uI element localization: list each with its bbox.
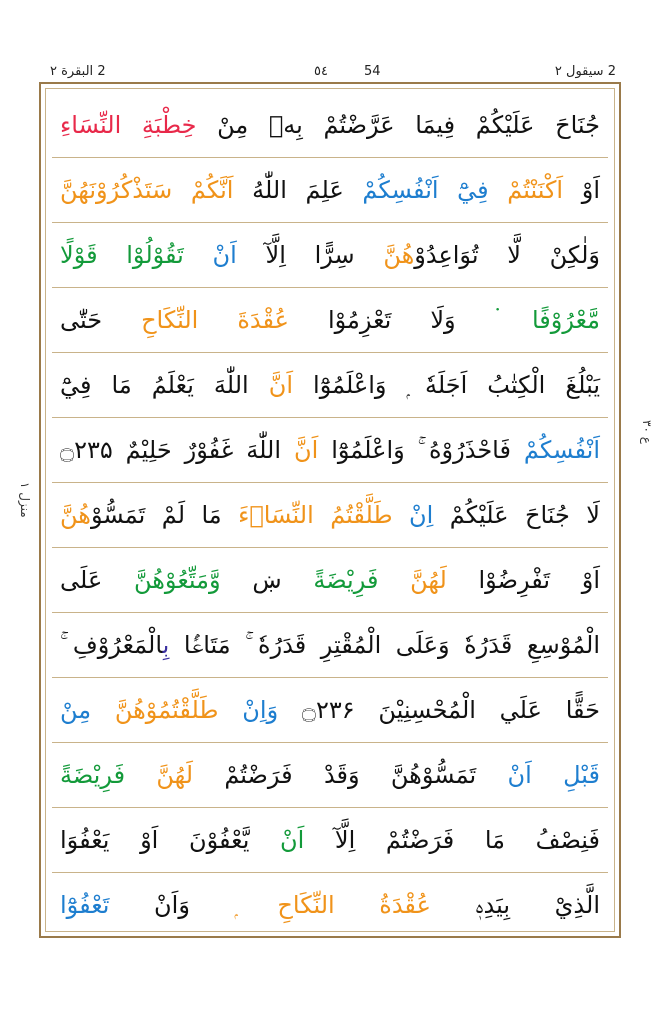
text-line (52, 548, 608, 613)
text-segment: مَا لَمْ تَمَسُّوْ (90, 501, 222, 529)
text-segment: وَلَا تَعْزِمُوْا (288, 306, 456, 334)
text-segment: قَبْلِ (531, 761, 600, 789)
text-line (52, 483, 608, 548)
text-segment: طَلَّقْتُمُوْهُنَّ (91, 696, 219, 724)
text-segment: فَرِيْضَةً (281, 566, 379, 594)
text-segment: فَنِصْفُ مَا فَرَضْتُمْ اِلَّآ (304, 826, 601, 854)
text-line (52, 158, 608, 223)
text-segment: هُنَّ (60, 501, 91, 529)
page-frame (39, 82, 621, 938)
text-segment: تَعْفُوْٓا (60, 891, 110, 919)
page-number: 54 (364, 64, 381, 79)
text-segment: عُقْدَةَ النِّكَاحِ (102, 306, 289, 334)
text-line (52, 873, 608, 938)
text-segment: ښ (220, 566, 282, 594)
text-segment: لَا جُنَاحَ عَلَيْكُمْ (433, 501, 600, 529)
text-segment: خِطْبَةِ (121, 111, 197, 139)
text-segment: طَلَّقْتُمُ النِّسَاۗءَ (221, 501, 393, 529)
text-segment: فِيْٓ اَنْفُسِكُمْ (343, 176, 489, 204)
text-line (52, 93, 608, 158)
text-segment: الَّذِيْ بِيَدِهٖ (430, 891, 601, 919)
text-segment: فَرِيْضَةً (60, 761, 126, 789)
text-segment: فَاحْذَرُوْهُ ۚ وَاعْلَمُوْٓا (318, 436, 511, 464)
text-segment: اَوْ تَفْرِضُوْا (446, 566, 601, 594)
text-segment: تَمَسُّوْهُنَّ (359, 761, 477, 789)
page-number-arabic: ٥٤ (314, 64, 328, 79)
para-label: 2 سيقول ٢ (554, 64, 616, 79)
text-line (52, 743, 608, 808)
text-segment: الْمُوْسِعِ قَدَرُهٗ وَعَلَى الْمُقْتِرِ قَدَرُهٗ ۚ مَتَاعًۢا (169, 631, 600, 659)
text-segment: وَّمَتِّعُوْهُنَّ (102, 566, 221, 594)
text-segment: اَوْ (563, 176, 600, 204)
text-segment: تَقُوْلُوْا قَوْلًا (60, 241, 184, 269)
text-segment: حَتّٰى (60, 306, 103, 334)
text-segment: وَلٰكِنْ لَّا تُوَاعِدُوْ (414, 241, 601, 269)
text-segment: سَتَذْكُرُوْنَهُنَّ (60, 176, 173, 204)
text-segment: اَكْنَنْتُمْ (488, 176, 564, 204)
text-line (52, 808, 608, 873)
text-segment: لَهُنَّ (378, 566, 447, 594)
text-segment: سِرًّا اِلَّآ (236, 241, 355, 269)
text-segment: اَنْ (183, 241, 237, 269)
text-segment: جُنَاحَ عَلَيْكُمْ فِيمَا عَرَّضْتُمْ بِهٖ مِنْ (196, 111, 600, 139)
text-segment: ۭ وَاَنْ (109, 891, 235, 919)
text-line (52, 678, 608, 743)
text-segment: النِّسَاءِ (60, 111, 122, 139)
text-segment: لَهُنَّ (125, 761, 194, 789)
text-segment: عُقْدَةُ النِّكَاحِ (234, 891, 431, 919)
text-segment: الْمَعْرُوْفِ ۚ (60, 631, 163, 659)
text-line (52, 418, 608, 483)
text-segment: وَاِنْ (218, 696, 279, 724)
page-header (44, 64, 622, 84)
text-line (52, 353, 608, 418)
text-segment: هُنَّ (354, 241, 415, 269)
text-segment: اَنْفُسِكُمْ (510, 436, 601, 464)
text-segment: عَلَى (60, 566, 103, 594)
manzil-marker: منزل ۱ (18, 482, 32, 518)
ruku-marker: ع ۳۰ (640, 420, 654, 444)
text-segment: اللّٰهَ غَفُوْرٌ حَلِيْمٌ ۝۲۳۵ (60, 436, 282, 464)
text-segment: اِنْ (392, 501, 434, 529)
text-line (52, 288, 608, 353)
surah-label: 2 البقرة ٢ (50, 64, 106, 79)
text-segment: اللّٰهَ يَعْلَمُ مَا فِيْٓ (60, 371, 249, 399)
text-segment: يَبْلُغَ الْكِتٰبُ اَجَلَهٗ ۭ وَاعْلَمُوْٓا (293, 371, 601, 399)
text-segment: اَنَّ (248, 371, 294, 399)
text-segment: اَنْ (249, 826, 305, 854)
text-block (45, 88, 615, 932)
text-line (52, 223, 608, 288)
text-segment: حَقًّا عَلَي الْمُحْسِنِيْنَ ۝۲۳۶ (278, 696, 600, 724)
text-segment: مِنْ (60, 696, 92, 724)
text-segment: اَنَّ (281, 436, 319, 464)
text-segment: اَنْ (476, 761, 532, 789)
text-segment: اَنَّكُمْ (172, 176, 234, 204)
text-segment: يَّعْفُوْنَ اَوْ يَعْفُوَا (60, 826, 250, 854)
text-segment: مَّعْرُوْفًا ۬ (455, 306, 600, 334)
text-line (52, 613, 608, 678)
text-segment: وَقَدْ فَرَضْتُمْ (193, 761, 360, 789)
text-segment: بِ (162, 631, 170, 659)
text-segment: عَلِمَ اللّٰهُ (233, 176, 344, 204)
